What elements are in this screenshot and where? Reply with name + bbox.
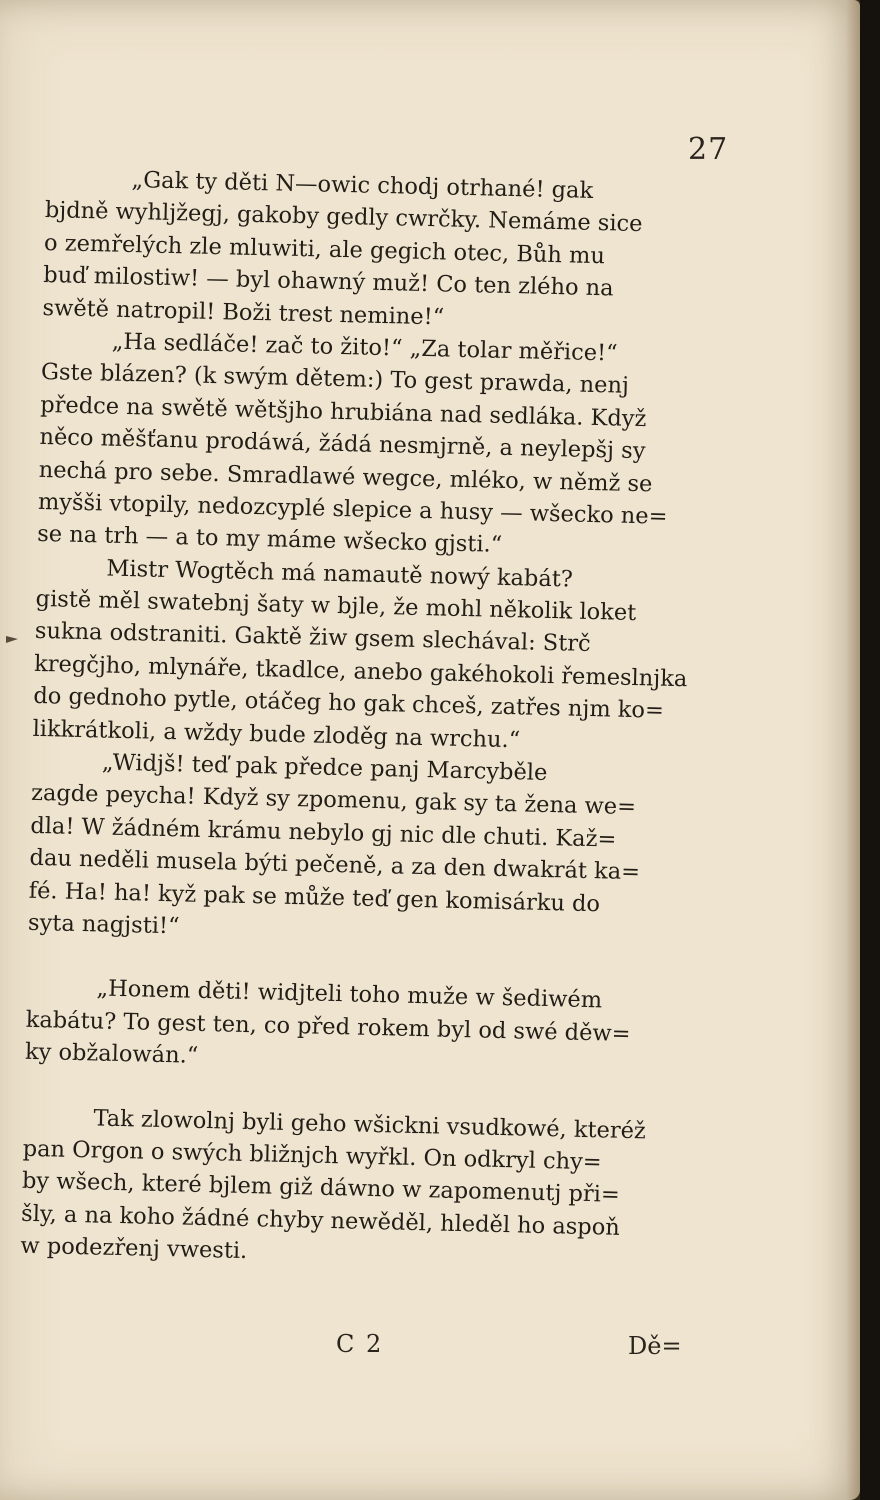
text-line: o zemřelých zle mluwiti, ale gegich otec, Bůh mu — [43, 229, 606, 269]
text-line: Gste blázen? (k swým dětem:) To gest prawda, nenj — [40, 359, 630, 400]
paragraph — [32, 551, 726, 762]
paragraph — [28, 745, 722, 956]
text-line: do gednoho pytle, otáčeg ho gak chceš, zatřes njm ko= — [33, 683, 665, 724]
text-line: kregčjho, mlynáře, tkadlce, anebo gakéhokoli řemeslnjka — [33, 650, 688, 693]
text-line: „Ha sedláče! zač to žito!“ „Za tolar měřice!“ — [111, 328, 618, 367]
text-line: bjdně wyhljžegj, gakoby gedly cwrčky. Nemáme sice — [44, 197, 643, 238]
text-line: „Widjš! teď pak předce panj Marcyběle — [101, 749, 548, 787]
text-line: Mistr Wogtěch má namautě nowý kabát? — [106, 555, 574, 593]
text-line: fé. Ha! ha! kyž pak se může teď gen komisárku do — [28, 877, 601, 917]
text-line: dla! W žádném krámu nebylo gj nic dle chuti. Kaž= — [30, 812, 617, 853]
text-line: gistě měl swatebnj šaty w bjle, že mohl několik loket — [35, 585, 637, 627]
text-line: w podezřenj vwesti. — [20, 1232, 248, 1265]
text-line: myšši vtopily, nedozcyplé slepice a husy — wšecko ne= — [37, 488, 668, 530]
text-line: pan Orgon o swých bližnjch wyřkl. On odkryl chy= — [22, 1135, 602, 1176]
text-line: zagde peycha! Když sy zpomenu, gak sy ta žena we= — [30, 780, 637, 821]
catchword: Dě= — [628, 1332, 682, 1360]
page-number: 27 — [688, 132, 729, 167]
paragraph — [20, 1100, 714, 1278]
text-line: kabátu? To gest ten, co před rokem byl od swé děw= — [25, 1006, 631, 1047]
text-line: něco měšťanu prodáwá, žádá nesmjrně, a neylepšj sy — [39, 424, 646, 465]
book-gutter-shadow — [860, 0, 880, 1500]
body-text — [20, 162, 736, 1278]
text-line: likkrátkoli, a wždy bude zloděg na wrchu.“ — [32, 715, 521, 753]
text-line: syta nagjsti!“ — [27, 909, 180, 940]
text-line: dau neděli musela býti pečeně, a za den dwakrát ka= — [29, 845, 641, 886]
text-line: by wšech, které bjlem giž dáwno w zapomenutj při= — [21, 1168, 621, 1209]
text-line: ky obžalowán.“ — [24, 1038, 199, 1069]
margin-arrow-icon — [4, 630, 22, 648]
text-line: se na trh — a to my máme wšecko gjsti.“ — [36, 521, 503, 559]
text-line: šly, a na koho žádné chyby newěděl, hleděl ho aspoň — [20, 1200, 621, 1241]
text-line: sukna odstraniti. Gaktě žiw gsem slechával: Strč — [34, 618, 591, 658]
signature-mark: C 2 — [336, 1330, 384, 1358]
text-line: buď milostiw! — byl ohawný muž! Co ten zlého na — [43, 262, 614, 302]
text-line: swětě natropil! Boži trest nemine!“ — [42, 294, 445, 330]
text-line: Tak zlowolnj byli geho wšickni vsudkowé, kteréž — [93, 1104, 647, 1144]
paragraph — [37, 324, 732, 567]
paragraph — [25, 971, 717, 1084]
text-line: nechá pro sebe. Smradlawé wegce, mléko, w němž se — [38, 456, 653, 497]
text-line: „Honem děti! widjteli toho muže w šediwém — [96, 975, 603, 1014]
text-line: „Gak ty děti N—owic chodj otrhané! gak — [131, 167, 594, 204]
text-line: předce na swětě wětšjho hrubiána nad sedláka. Když — [39, 391, 647, 432]
paragraph — [42, 162, 736, 340]
